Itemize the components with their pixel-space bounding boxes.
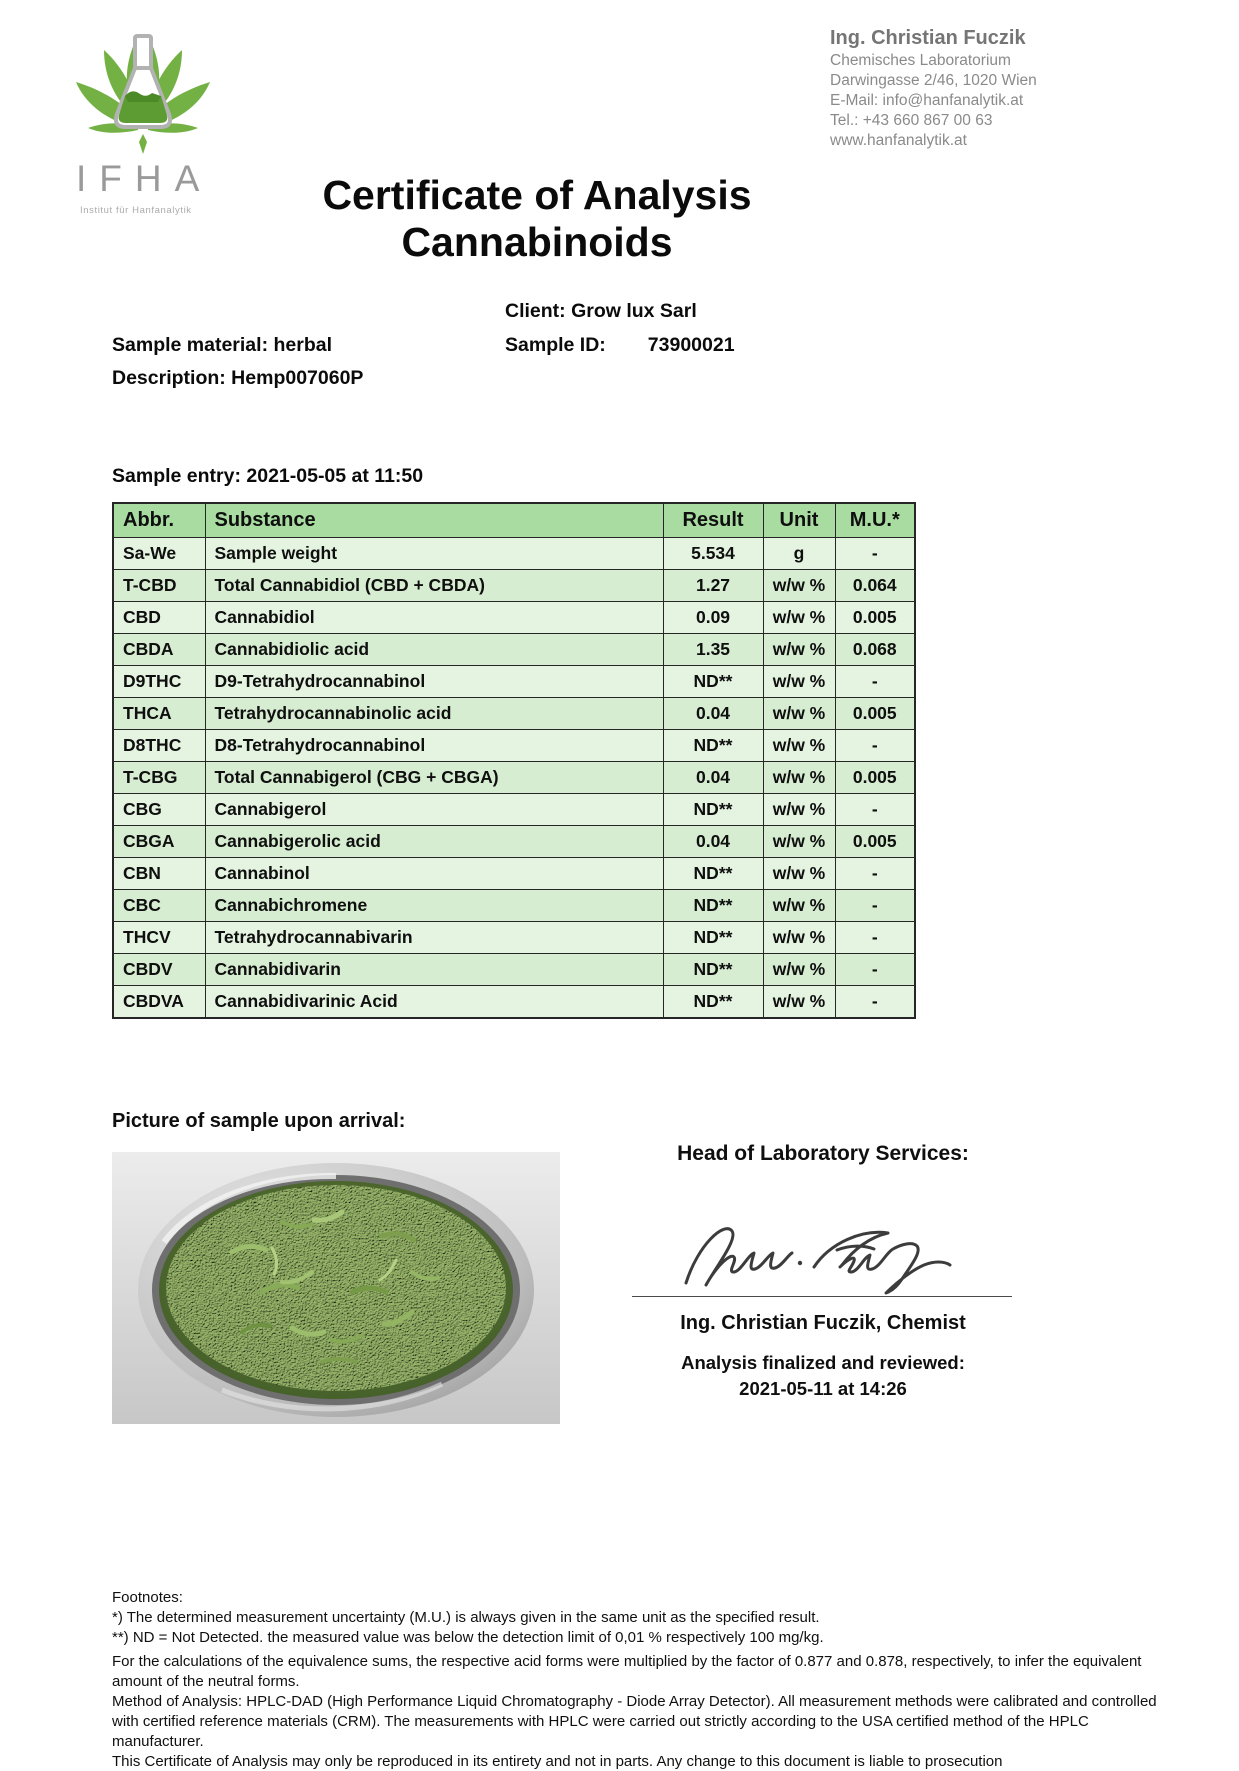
review-label: Analysis finalized and reviewed:: [632, 1350, 1014, 1376]
cell-result: ND**: [663, 986, 763, 1019]
footnote-nd: **) ND = Not Detected. the measured value was below the detection limit of 0,01 % respectively 100 mg/kg.: [112, 1628, 1170, 1648]
cell-substance: Cannabigerolic acid: [205, 826, 663, 858]
cell-abbr: CBC: [113, 890, 205, 922]
cell-result: ND**: [663, 730, 763, 762]
header-substance: Substance: [205, 503, 663, 538]
footnote-equivalence: For the calculations of the equivalence sums, the respective acid forms were multiplied by the factor of 0.877 and 0.878, respectively, to infer the equivalent amount of the neutral forms.: [112, 1652, 1170, 1692]
sample-photo: [112, 1152, 560, 1424]
description-line: Description: Hemp007060P: [112, 367, 363, 390]
footnote-mu: *) The determined measurement uncertainty (M.U.) is always given in the same unit as the specified result.: [112, 1608, 1170, 1628]
cell-substance: Sample weight: [205, 538, 663, 570]
cell-substance: Tetrahydrocannabivarin: [205, 922, 663, 954]
cell-result: ND**: [663, 666, 763, 698]
cell-result: ND**: [663, 922, 763, 954]
cell-unit: w/w %: [763, 858, 835, 890]
review-block: [632, 1350, 1014, 1402]
cell-substance: Cannabichromene: [205, 890, 663, 922]
cell-result: 0.04: [663, 826, 763, 858]
cell-substance: D8-Tetrahydrocannabinol: [205, 730, 663, 762]
cell-substance: Cannabinol: [205, 858, 663, 890]
sample-id-line: [505, 334, 735, 357]
cell-result: 0.04: [663, 698, 763, 730]
cell-substance: Cannabidiol: [205, 602, 663, 634]
sample-material-line: Sample material: herbal: [112, 334, 332, 357]
table-row: [113, 570, 915, 602]
footnotes-heading: Footnotes:: [112, 1588, 1170, 1608]
client-line: Client: Grow lux Sarl: [505, 300, 697, 323]
cell-substance: Tetrahydrocannabinolic acid: [205, 698, 663, 730]
lab-contact-name: Ing. Christian Fuczik: [830, 28, 1037, 48]
picture-caption: Picture of sample upon arrival:: [112, 1110, 405, 1133]
cell-abbr: CBG: [113, 794, 205, 826]
signature-icon: [672, 1205, 972, 1300]
lab-contact-laboratory: Chemisches Laboratorium: [830, 51, 1037, 71]
cell-result: 5.534: [663, 538, 763, 570]
cell-unit: w/w %: [763, 666, 835, 698]
cell-abbr: CBD: [113, 602, 205, 634]
signatory-name: Ing. Christian Fuczik, Chemist: [632, 1312, 1014, 1335]
table-row: [113, 890, 915, 922]
cell-mu: -: [835, 922, 915, 954]
table-header-row: [113, 503, 915, 538]
table-row: [113, 634, 915, 666]
cell-unit: w/w %: [763, 890, 835, 922]
sample-id-label: Sample ID:: [505, 334, 606, 356]
footnotes-block: [112, 1588, 1170, 1771]
table-row: [113, 762, 915, 794]
cell-substance: D9-Tetrahydrocannabinol: [205, 666, 663, 698]
cannabinoid-results-table: [112, 502, 916, 1019]
sample-entry-line: Sample entry: 2021-05-05 at 11:50: [112, 465, 423, 488]
cell-abbr: T-CBG: [113, 762, 205, 794]
cell-substance: Total Cannabidiol (CBD + CBDA): [205, 570, 663, 602]
cell-abbr: D8THC: [113, 730, 205, 762]
cell-unit: g: [763, 538, 835, 570]
cell-mu: 0.064: [835, 570, 915, 602]
table-row: [113, 986, 915, 1019]
footnote-reproduction: This Certificate of Analysis may only be reproduced in its entirety and not in parts. Any change to this document is liable to prosecution: [112, 1752, 1170, 1771]
table-row: [113, 666, 915, 698]
head-of-lab-heading: Head of Laboratory Services:: [632, 1142, 1014, 1166]
cell-abbr: CBDVA: [113, 986, 205, 1019]
signature-divider: [632, 1296, 1012, 1297]
cell-result: ND**: [663, 954, 763, 986]
cell-result: ND**: [663, 858, 763, 890]
cell-mu: 0.005: [835, 762, 915, 794]
document-title: [112, 172, 962, 266]
title-line-2: Cannabinoids: [112, 219, 962, 266]
lab-contact-address: Darwingasse 2/46, 1020 Wien: [830, 71, 1037, 91]
header-abbr: Abbr.: [113, 503, 205, 538]
cell-abbr: CBDV: [113, 954, 205, 986]
cell-substance: Cannabidivarin: [205, 954, 663, 986]
cell-substance: Total Cannabigerol (CBG + CBGA): [205, 762, 663, 794]
lab-contact-website: www.hanfanalytik.at: [830, 131, 1037, 151]
cell-substance: Cannabidiolic acid: [205, 634, 663, 666]
cell-mu: -: [835, 538, 915, 570]
cell-unit: w/w %: [763, 762, 835, 794]
sample-id-value: 73900021: [648, 334, 735, 357]
cell-unit: w/w %: [763, 986, 835, 1019]
cell-unit: w/w %: [763, 698, 835, 730]
cell-mu: 0.005: [835, 602, 915, 634]
table-row: [113, 826, 915, 858]
cell-result: 0.09: [663, 602, 763, 634]
cell-result: 0.04: [663, 762, 763, 794]
lab-contact-block: [830, 28, 1037, 151]
table-row: [113, 954, 915, 986]
cell-abbr: THCV: [113, 922, 205, 954]
footnote-method: Method of Analysis: HPLC-DAD (High Performance Liquid Chromatography - Diode Array Detector). All measurement methods were calibrated and controlled with certified reference materials (CRM). The measurements with HPLC were carried out strictly according to the USA certified method of the HPLC manufacturer.: [112, 1692, 1170, 1752]
logo-acronym: IFHA: [76, 158, 212, 200]
cell-abbr: CBGA: [113, 826, 205, 858]
cell-unit: w/w %: [763, 730, 835, 762]
table-row: [113, 858, 915, 890]
table-row: [113, 602, 915, 634]
cell-abbr: THCA: [113, 698, 205, 730]
table-row: [113, 730, 915, 762]
cell-unit: w/w %: [763, 634, 835, 666]
table-row: [113, 794, 915, 826]
table-row: [113, 538, 915, 570]
cell-unit: w/w %: [763, 826, 835, 858]
cell-unit: w/w %: [763, 602, 835, 634]
cell-result: 1.35: [663, 634, 763, 666]
cell-abbr: Sa-We: [113, 538, 205, 570]
cell-substance: Cannabidivarinic Acid: [205, 986, 663, 1019]
cell-abbr: CBDA: [113, 634, 205, 666]
table-row: [113, 698, 915, 730]
review-date: 2021-05-11 at 14:26: [632, 1376, 1014, 1402]
cell-substance: Cannabigerol: [205, 794, 663, 826]
cell-abbr: CBN: [113, 858, 205, 890]
cell-mu: -: [835, 954, 915, 986]
title-line-1: Certificate of Analysis: [112, 172, 962, 219]
cell-result: ND**: [663, 890, 763, 922]
cell-mu: -: [835, 666, 915, 698]
cell-mu: -: [835, 858, 915, 890]
cell-result: ND**: [663, 794, 763, 826]
table-row: [113, 922, 915, 954]
cell-mu: -: [835, 986, 915, 1019]
logo-subtitle: Institut für Hanfanalytik: [80, 205, 192, 216]
ifha-hemp-flask-logo-icon: [68, 30, 218, 160]
cell-unit: w/w %: [763, 794, 835, 826]
cell-unit: w/w %: [763, 954, 835, 986]
cell-unit: w/w %: [763, 570, 835, 602]
header-unit: Unit: [763, 503, 835, 538]
cell-unit: w/w %: [763, 922, 835, 954]
cell-mu: -: [835, 730, 915, 762]
lab-contact-phone: Tel.: +43 660 867 00 63: [830, 111, 1037, 131]
header-result: Result: [663, 503, 763, 538]
cell-abbr: D9THC: [113, 666, 205, 698]
cell-mu: 0.005: [835, 826, 915, 858]
cell-mu: -: [835, 794, 915, 826]
cell-abbr: T-CBD: [113, 570, 205, 602]
cell-mu: 0.005: [835, 698, 915, 730]
cell-mu: -: [835, 890, 915, 922]
cell-result: 1.27: [663, 570, 763, 602]
cell-mu: 0.068: [835, 634, 915, 666]
header-mu: M.U.*: [835, 503, 915, 538]
lab-contact-email: E-Mail: info@hanfanalytik.at: [830, 91, 1037, 111]
